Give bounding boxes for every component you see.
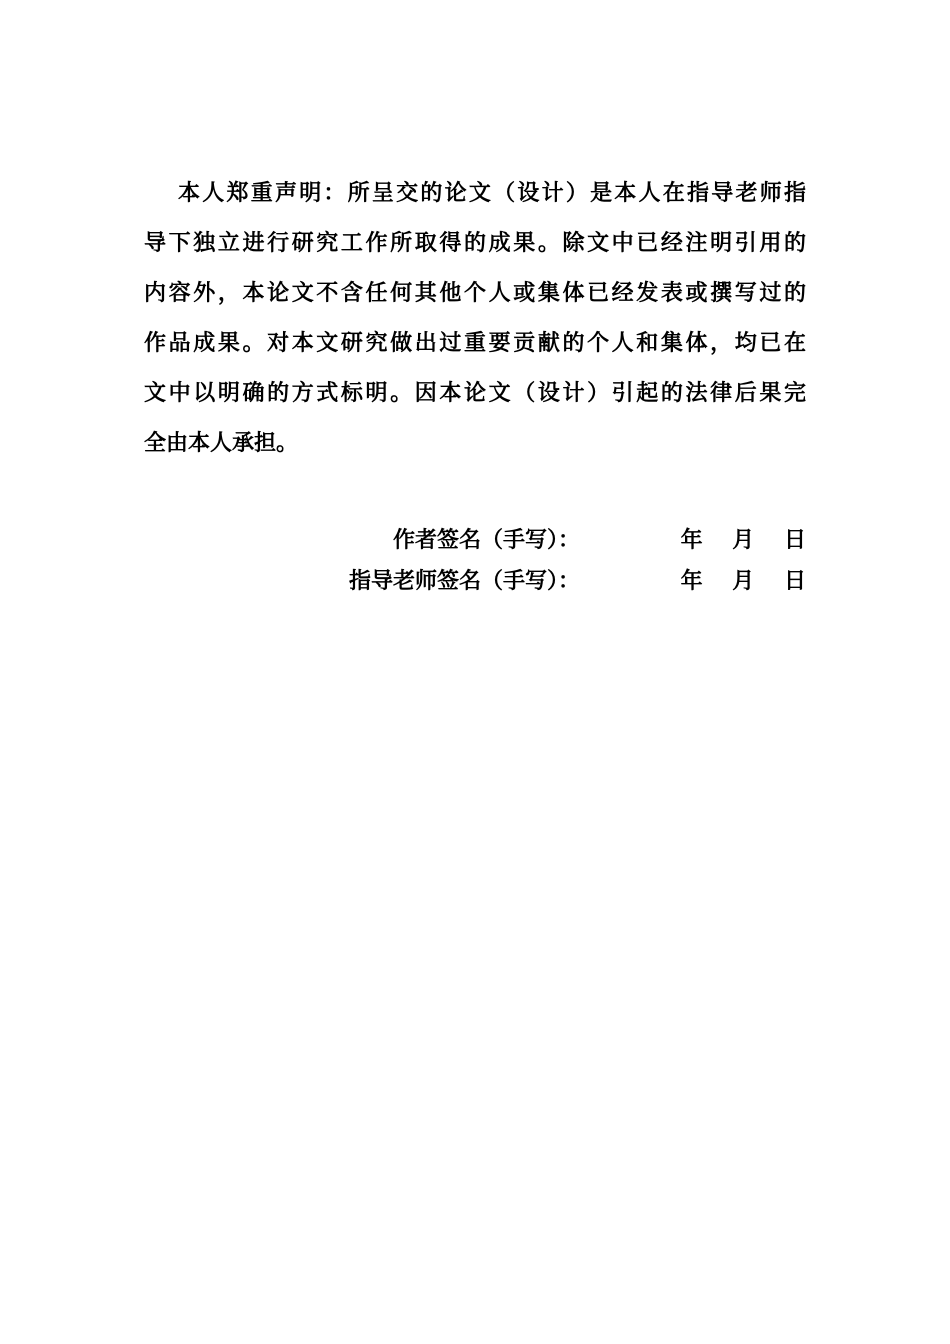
declaration-line: 导下独立进行研究工作所取得的成果。除文中已经注明引用的 [144, 230, 806, 256]
declaration-line: 本人郑重声明：所呈交的论文（设计）是本人在指导老师指 [178, 180, 806, 206]
declaration-line: 内容外，本论文不含任何其他个人或集体已经发表或撰写过的 [144, 280, 806, 306]
advisor-signature-row [144, 561, 806, 601]
advisor-signature-date [681, 561, 806, 601]
declaration-paragraph [144, 168, 806, 468]
declaration-line: 全由本人承担。 [144, 430, 299, 456]
month-label: 月 [732, 568, 755, 594]
day-label: 日 [783, 527, 806, 553]
month-label: 月 [732, 527, 755, 553]
declaration-line: 文中以明确的方式标明。因本论文（设计）引起的法律后果完 [144, 380, 806, 406]
author-signature-row [144, 520, 806, 560]
declaration-line: 作品成果。对本文研究做出过重要贡献的个人和集体，均已在 [144, 330, 806, 356]
year-label: 年 [680, 568, 703, 594]
author-signature-date [681, 520, 806, 560]
year-label: 年 [680, 527, 703, 553]
day-label: 日 [783, 568, 806, 594]
advisor-signature-label: 指导老师签名（手写）： [348, 568, 580, 594]
author-signature-label: 作者签名（手写）： [392, 527, 580, 553]
